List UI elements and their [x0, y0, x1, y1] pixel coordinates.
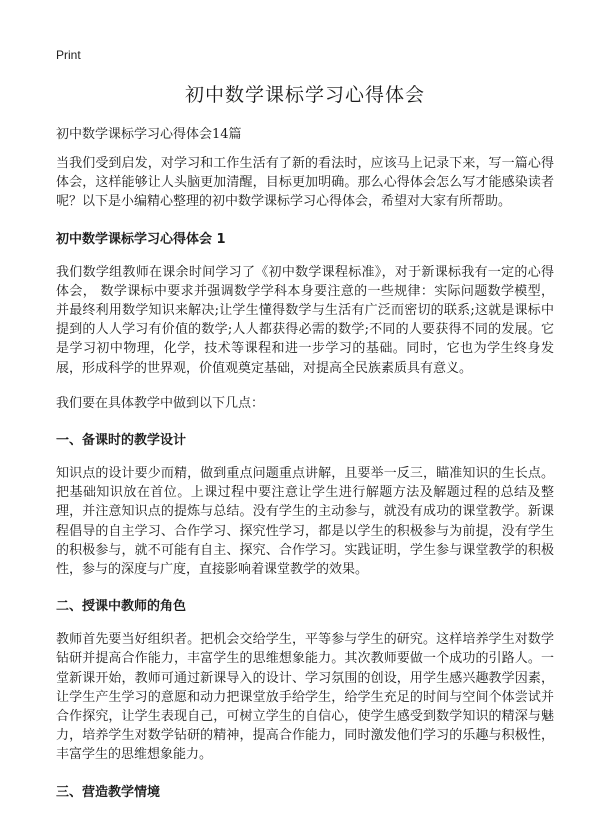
document-subtitle: 初中数学课标学习心得体会14篇: [56, 127, 242, 142]
section-heading-1: 初中数学课标学习心得体会 1: [56, 231, 226, 247]
paragraph-teacher-role: 教师首先要当好组织者。把机会交给学生，平等参与学生的研究。这样培养学生对数学钻研并提高合作能力，丰富学生的思维想象能力。其次教师要做一个成功的引路人。一堂新课开始，教师可通过新课导入的设计、学习氛围的创设，用学生感兴趣教学因素，让学生产生学习的意愿和动力把课堂放手给学生，给学生充足的时间与空间个体尝试并合作探究，让学生表现自己，可树立学生的自信心，使学生感受到数学知识的精深与魅力，培养学生对数学钻研的精神，提高合作能力，同时激发他们学习的乐趣与积极性，丰富学生的思维想象能力。: [56, 632, 554, 763]
heading-teacher-role: 二、授课中教师的角色: [56, 599, 187, 615]
paragraph-lesson-design: 知识点的设计要少而精，做到重点问题重点讲解，且要举一反三，瞄准知识的生长点。把基础知识放在首位。上课过程中要注意让学生进行解题方法及解题过程的总结及整理，并注意知识点的提炼与总结。没有学生的主动参与，就没有成功的课堂教学。新课程倡导的自主学习、合作学习、探究性学习，都是以学生的积极参与为前提，没有学生的积极参与，就不可能有自主、探究、合作学习。实践证明，学生参与课堂教学的积极性，参与的深度与广度，直接影响着课堂教学的效果。: [56, 466, 554, 578]
section-1-paragraph-1: 我们数学组教师在课余时间学习了《初中数学课程标准》，对于新课标我有一定的心得体会， 数学课标中要求并强调数学学科本身要注意的一些规律：实际问题数学模型，并最终利用数学知识来解决;让学生懂得数学与生活有广泛而密切的联系;这就是课标中提到的人人学习有价值的数学;人人都获得必需的数学;不同的人要获得不同的发展。它是学习初中物理，化学，技术等课程和进一步学习的基础。同时，它也为学生终身发展，形成科学的世界观，价值观奠定基础，对提高全民族素质具有意义。: [56, 264, 554, 376]
intro-paragraph: 当我们受到启发，对学习和工作生活有了新的看法时，应该马上记录下来，写一篇心得体会，这样能够让人头脑更加清醒，目标更加明确。那么心得体会怎么写才能感染读者呢？以下是小编精心整理的初中数学课标学习心得体会，希望对大家有所帮助。: [56, 156, 554, 210]
page-title: 初中数学课标学习心得体会: [184, 84, 425, 106]
heading-lesson-design: 一、备课时的教学设计: [56, 433, 187, 449]
section-1-paragraph-2: 我们要在具体教学中做到以下几点：: [56, 395, 265, 411]
heading-teaching-context: 三、营造教学情境: [56, 784, 161, 800]
print-link[interactable]: Print: [56, 48, 81, 62]
